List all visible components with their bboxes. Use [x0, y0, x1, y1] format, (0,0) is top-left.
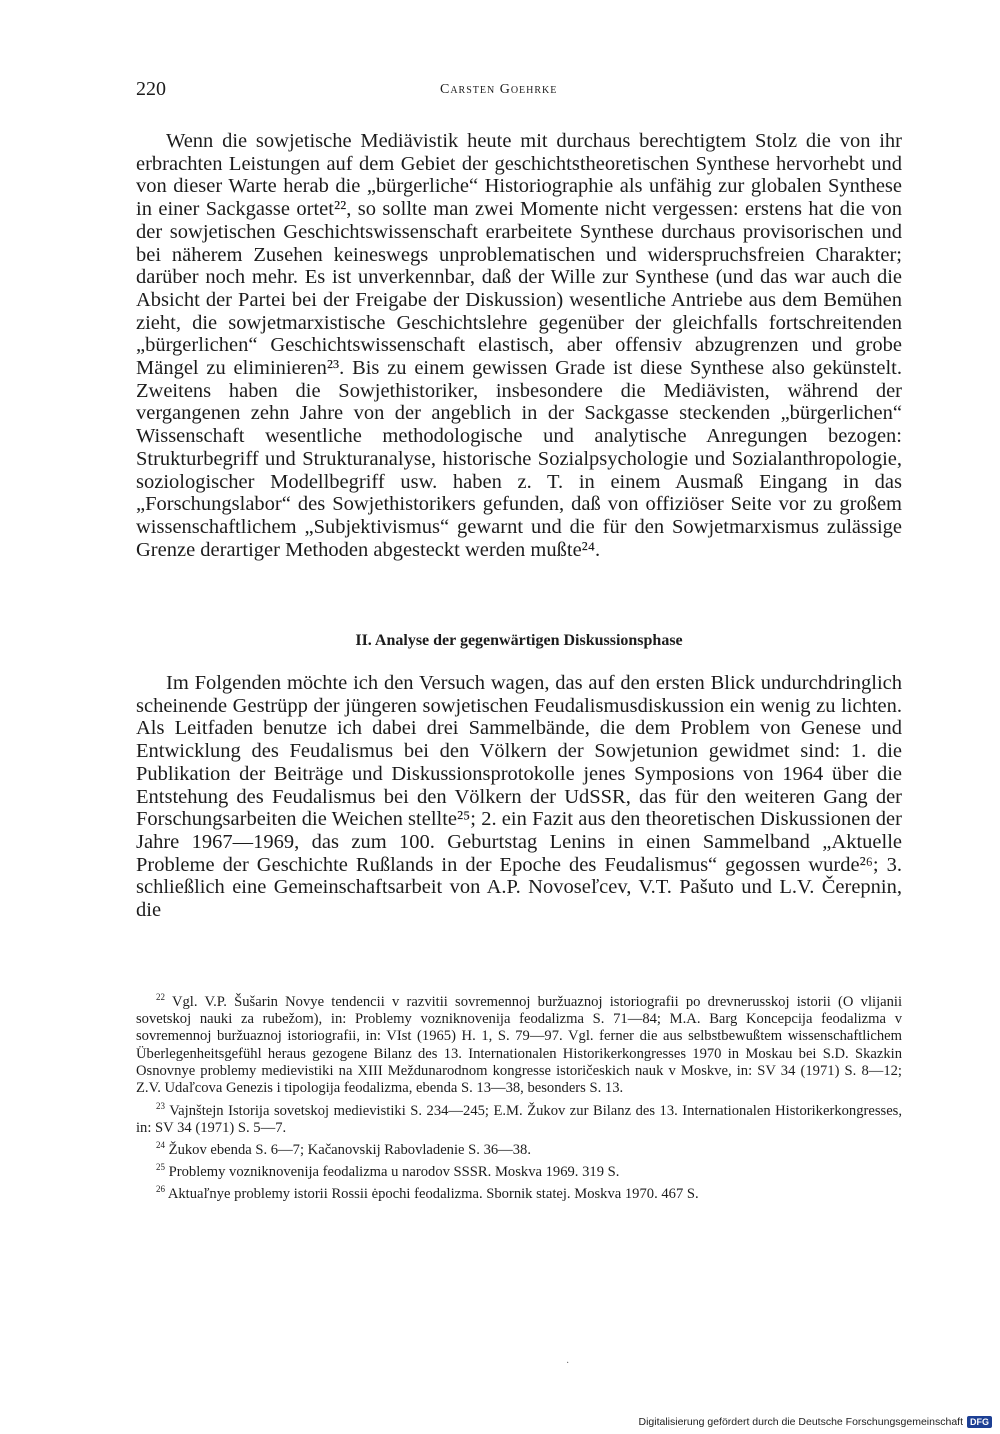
footnote-text: Vgl. V.P. Šušarin Novye tendencii v razvitii sovremennoj buržuaznoj istoriografii po drevnerusskoj istorii (O vlijanii sovetskoj nauki za rubežom), in: Problemy vozniknovenija feodalizma S. 71—84; M.A. Barg Koncepcija feodalizma v sovremennoj buržuaznoj istoriografii, in: VIst (1965) H. 1, S. 79—97. Vgl. ferner die aus selbstbewußtem wissenschaftlichem Überlegenheitsgefühl heraus gezogene Bilanz des 13. Internationalen Historikerkongresses 1970 in Moskau bei S.D. Skazkin Osnovnye problemy medievistiki na XIII Meždunarodnom kongresse istoričeskich nauk v Moskve, in: SV 34 (1971) S. 8—12; Z.V. Udaľcova Genezis i tipologija feodalizma, ebenda S. 13—38, besonders S. 13. — [136, 993, 903, 1097]
footnote-number: 23 — [156, 1100, 165, 1111]
body-paragraph-2 — [136, 672, 902, 922]
footnote-text: Problemy vozniknovenija feodalizma u narodov SSSR. Moskva 1969. 319 S. — [168, 1164, 620, 1181]
footnote-text: Aktuaľnye problemy istorii Rossii ėpochi feodalizma. Sbornik statej. Moskva 1970. 467 S. — [167, 1186, 699, 1203]
running-head: Carsten Goehrke — [440, 82, 558, 97]
footnotes — [136, 989, 902, 1204]
footnote — [136, 1137, 902, 1159]
dfg-logo-icon: DFG — [967, 1416, 992, 1428]
body-paragraph-1 — [136, 130, 902, 561]
footnote-number: 24 — [156, 1140, 165, 1151]
paragraph-text: Wenn die sowjetische Mediävistik heute mit durchaus berechtigtem Stolz die von ihr erbrachten Leistungen auf dem Gebiet der geschichtstheoretischen Synthese hervorhebt und von dieser Warte herab die „bürgerliche“ Historiographie als unfähig zur globalen Synthese in einer Sackgasse ortet²², so sollte man zwei Momente nicht vergessen: erstens hat die von der sowjetischen Geschichtswissenschaft erarbeitete Synthese durchaus provisorischen und bei näherem Zusehen keineswegs unproblematischen und widerspruchsfreien Charakter; darüber noch mehr. Es ist unverkennbar, daß der Wille zur Synthese (und das war auch die Absicht der Partei bei der Freigabe der Diskussion) wesentliche Antriebe aus dem Bemühen zieht, die sowjetmarxistische Geschichtslehre gegenüber der gleichfalls fortschreitenden „bürgerlichen“ Geschichtswissenschaft elastisch, aber offensiv abzugrenzen und grobe Mängel zu eliminieren²³. Bis zu einem gewissen Grade ist diese Synthese also gekünstelt. Zweitens haben die Sowjethistoriker, insbesondere die Mediävisten, während der vergangenen zehn Jahre von der angeblich in der Sackgasse steckenden „bürgerlichen“ Wissenschaft wesentliche methodologische und analytische Anregungen bezogen: Strukturbegriff und Strukturanalyse, historische Sozialpsychologie und Sozialanthropologie, soziologischer Modellbegriff usw. haben z. T. in einem Ausmaß Eingang in das „Forschungslabor“ des Sowjethistorikers gefunden, daß von offiziöser Seite vor zu großem wissenschaftlichem „Subjektivismus“ gewarnt und die für den Sowjetmarxismus zulässige Grenze derartiger Methoden abgesteckt werden mußte²⁴. — [136, 130, 902, 561]
footnote — [136, 1159, 902, 1181]
credit-text: Digitalisierung gefördert durch die Deutsche Forschungsgemeinschaft — [638, 1416, 963, 1428]
page-number: 220 — [136, 78, 166, 100]
footnote-number: 22 — [156, 992, 165, 1002]
stray-mark: · — [566, 1358, 570, 1369]
section-heading: II. Analyse der gegenwärtigen Diskussionsphase — [355, 632, 683, 649]
footnote-text: Vajnštejn Istorija sovetskoj medievistiki S. 234—245; E.M. Žukov zur Bilanz des 13. Internationalen Historikerkongresses, in: SV 34 (1971) S. 5—7. — [136, 1102, 903, 1136]
footnote-text: Žukov ebenda S. 6—7; Kačanovskij Rabovladenie S. 36—38. — [168, 1141, 532, 1158]
digitization-credit — [638, 1416, 992, 1428]
footnote-number: 25 — [156, 1162, 165, 1173]
paragraph-text: Im Folgenden möchte ich den Versuch wagen, das auf den ersten Blick undurchdringlich scheinende Gestrüpp der jüngeren sowjetischen Feudalismusdiskussion ein wenig zu lichten. Als Leitfaden benutze ich dabei drei Sammelbände, die dem Problem von Genese und Entwicklung des Feudalismus bei den Völkern der Sowjetunion gewidmet sind: 1. die Publikation der Beiträge und Diskussionsprotokolle jenes Symposions von 1964 über die Entstehung des Feudalismus bei den Völkern der UdSSR, das für den weiteren Gang der Forschungsarbeiten die Weichen stellte²⁵; 2. ein Fazit aus den theoretischen Diskussionen der Jahre 1967—1969, das zum 100. Geburtstag Lenins in einen Sammelband „Aktuelle Probleme der Geschichte Rußlands in der Epoche des Feudalismus“ gegossen wurde²⁶; 3. schließlich eine Gemeinschaftsarbeit von A.P. Novoseľcev, V.T. Pašuto und L.V. Čerepnin, die — [136, 672, 902, 922]
footnote — [136, 989, 902, 1098]
footnote — [136, 1098, 902, 1137]
footnote-number: 26 — [156, 1184, 165, 1195]
footnote — [136, 1181, 902, 1203]
